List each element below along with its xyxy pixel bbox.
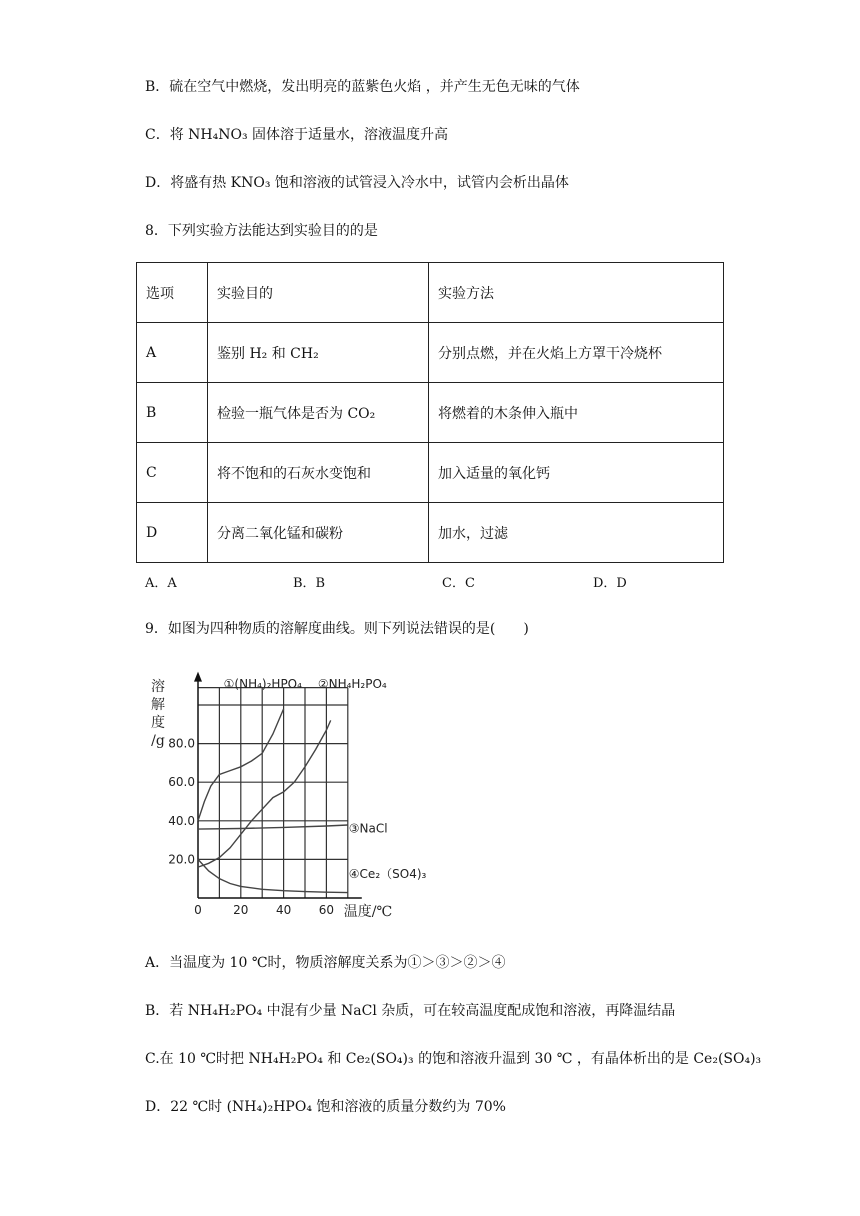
question-9: 9．如图为四种物质的溶解度曲线。则下列说法错误的是( ): [145, 621, 529, 637]
table-cell: D: [137, 503, 208, 563]
experiment-table: [136, 262, 724, 563]
chart-labels: [151, 677, 427, 918]
option-c-statement: C．将 NH₄NO₃ 固体溶于适量水，溶液温度升高: [145, 127, 449, 143]
table-row: [137, 443, 724, 503]
y-axis-label: 度: [151, 715, 165, 731]
option-c9: C.在 10 ℃时把 NH₄H₂PO₄ 和 Ce₂(SO₄)₃ 的饱和溶液升温到 30 ℃ ，有晶体析出的是 Ce₂(SO₄)₃: [145, 1051, 762, 1067]
table-row: [137, 323, 724, 383]
table-cell: A: [137, 323, 208, 383]
series-line-4: [198, 859, 348, 892]
table-cell: 加水，过滤: [429, 503, 724, 563]
option-b-statement: B．硫在空气中燃烧，发出明亮的蓝紫色火焰 ，并产生无色无味的气体: [145, 79, 580, 95]
table-row: [137, 383, 724, 443]
table-cell: 鉴别 H₂ 和 CH₂: [208, 323, 429, 383]
table-cell: 将不饱和的石灰水变饱和: [208, 443, 429, 503]
series-label-2: ②NH₄H₂PO₄: [317, 677, 387, 691]
table-row: [137, 503, 724, 563]
y-axis-arrow: [194, 672, 202, 682]
table-header: 实验方法: [429, 263, 724, 323]
table-header: 选项: [137, 263, 208, 323]
x-tick-label: 60: [318, 903, 335, 917]
x-tick-label: 0: [194, 903, 202, 917]
y-tick-label: 60.0: [168, 775, 195, 790]
table-cell: 检验一瓶气体是否为 CO₂: [208, 383, 429, 443]
choice-d: D．D: [593, 576, 627, 591]
y-tick-label: 20.0: [168, 852, 195, 867]
y-tick-label: 80.0: [168, 736, 195, 751]
option-d9: D．22 ℃时 (NH₄)₂HPO₄ 饱和溶液的质量分数约为 70%: [145, 1099, 506, 1115]
table-cell: 分离二氧化锰和碳粉: [208, 503, 429, 563]
chart-grid: [198, 688, 348, 898]
series-line-2: [198, 720, 331, 867]
table-cell: B: [137, 383, 208, 443]
choice-b: B．B: [293, 576, 326, 591]
option-a9: A．当温度为 10 ℃时，物质溶解度关系为①＞③＞②＞④: [145, 955, 506, 971]
table-cell: 将燃着的木条伸入瓶中: [429, 383, 724, 443]
table-cell: C: [137, 443, 208, 503]
question-8: 8．下列实验方法能达到实验目的的是: [145, 223, 378, 239]
series-line-3: [198, 825, 348, 829]
choice-a: A．A: [145, 576, 177, 591]
table-cell: 加入适量的氧化钙: [429, 443, 724, 503]
table-cell: 分别点燃，并在火焰上方罩干冷烧杯: [429, 323, 724, 383]
series-label-3: ③NaCl: [348, 821, 388, 836]
y-axis-label: 溶: [151, 679, 165, 695]
x-tick-label: 40: [275, 903, 292, 917]
option-d-statement: D．将盛有热 KNO₃ 饱和溶液的试管浸入冷水中，试管内会析出晶体: [145, 175, 569, 191]
y-axis-label: 解: [151, 697, 165, 713]
x-tick-label: 20: [233, 903, 249, 917]
y-tick-label: 40.0: [168, 813, 195, 828]
series-label-4: ④Ce₂（SO4)₃: [348, 867, 427, 881]
x-axis-label: 温度/℃: [343, 904, 393, 918]
choice-c: C．C: [442, 576, 475, 591]
series-label-1: ①(NH₄)₂HPO₄: [223, 677, 302, 691]
table-header-row: [137, 263, 724, 323]
solubility-chart: [140, 668, 450, 918]
y-axis-label: /g: [151, 733, 165, 749]
table-header: 实验目的: [208, 263, 429, 323]
option-b9: B．若 NH₄H₂PO₄ 中混有少量 NaCl 杂质，可在较高温度配成饱和溶液，再降温结晶: [145, 1003, 676, 1019]
chart-curves: [198, 709, 348, 893]
